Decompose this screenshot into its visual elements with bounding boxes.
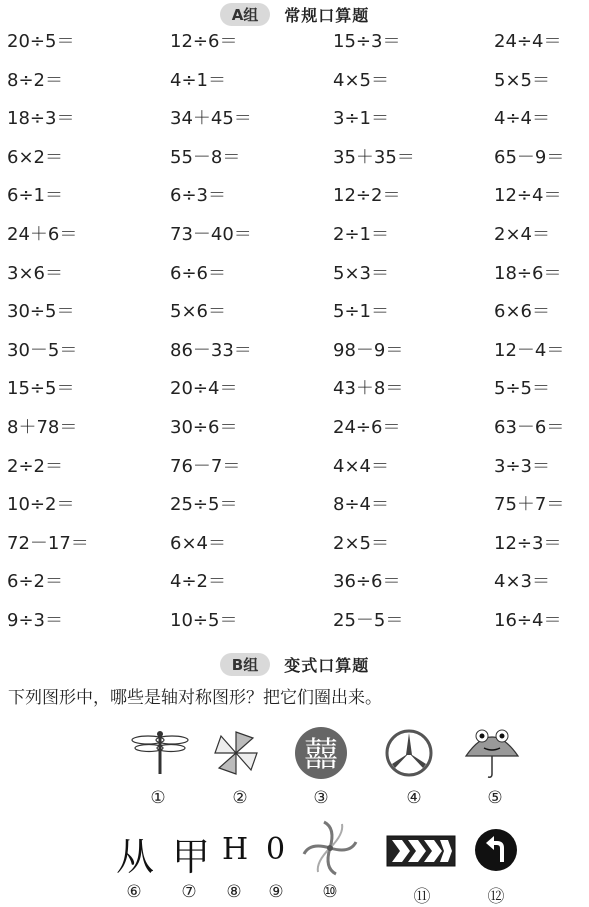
problem-item: 5×5＝: [494, 69, 550, 91]
problem-item: 30÷6＝: [170, 416, 238, 438]
problem-grid: [7, 30, 587, 648]
problem-item: 4÷4＝: [494, 108, 550, 130]
problem-item: 20÷5＝: [7, 31, 75, 52]
figure-number: ③: [313, 788, 329, 808]
problem-item: 20÷4＝: [170, 378, 238, 400]
instruction-text: 下列图形中，哪些是轴对称图形？把它们圈出来。: [8, 688, 382, 708]
problem-item: 6÷3＝: [170, 185, 226, 207]
problem-item: 12÷2＝: [333, 185, 401, 207]
problem-item: 30÷5＝: [7, 301, 75, 323]
problem-item: 12÷3＝: [494, 532, 562, 554]
problem-item: 63－6＝: [494, 416, 565, 438]
problem-item: 98－9＝: [333, 339, 404, 361]
problem-item: 3÷1＝: [333, 108, 389, 130]
figure-number: ⑪: [413, 887, 431, 907]
problem-item: 4×4＝: [333, 455, 389, 477]
figure-character: 0: [266, 832, 286, 867]
problem-item: 25÷5＝: [170, 494, 238, 516]
svg-text:囍: 囍: [304, 735, 338, 775]
problem-item: 2÷1＝: [333, 223, 389, 245]
problem-item: 6×2＝: [7, 146, 63, 168]
problem-item: 8＋78＝: [7, 416, 78, 438]
problem-item: 5×3＝: [333, 262, 389, 284]
problem-item: 18÷6＝: [494, 262, 562, 284]
problem-item: 6÷6＝: [170, 262, 226, 284]
figure-number: ①: [150, 788, 166, 808]
problem-item: 34＋45＝: [170, 108, 252, 130]
figure-number: ②: [232, 788, 248, 808]
problem-item: 12÷4＝: [494, 185, 562, 207]
chevron-sign-icon: [386, 835, 456, 871]
problem-item: 30－5＝: [7, 339, 78, 361]
problem-item: 24÷4＝: [494, 31, 562, 52]
problem-item: 3×6＝: [7, 262, 63, 284]
problem-item: 4÷2＝: [170, 571, 226, 593]
mercedes-logo-icon: [384, 728, 434, 782]
problem-item: 36÷6＝: [333, 571, 401, 593]
group-a-badge: A组: [220, 3, 271, 26]
problem-item: 12÷6＝: [170, 31, 238, 52]
figure-number: ⑩: [322, 882, 338, 902]
problem-item: 35＋35＝: [333, 146, 415, 168]
problem-item: 43＋8＝: [333, 378, 404, 400]
figure-number: ④: [406, 788, 422, 808]
problem-item: 15÷5＝: [7, 378, 75, 400]
figure-number: ⑥: [126, 882, 142, 902]
problem-item: 2×4＝: [494, 223, 550, 245]
figure-number: ⑧: [226, 882, 242, 902]
problem-item: 6÷2＝: [7, 571, 63, 593]
problem-item: 10÷2＝: [7, 494, 75, 516]
problem-item: 16÷4＝: [494, 609, 562, 631]
figure-character: 从: [116, 835, 155, 879]
problem-item: 25－5＝: [333, 609, 404, 631]
group-b-header: [0, 652, 589, 676]
problem-item: 76－7＝: [170, 455, 241, 477]
frog-umbrella-icon: [462, 724, 522, 784]
problem-item: 2÷2＝: [7, 455, 63, 477]
problem-item: 18÷3＝: [7, 108, 75, 130]
problem-item: 72－17＝: [7, 532, 89, 554]
figure-character: 甲: [172, 835, 211, 879]
swirl-flower-icon: [302, 820, 358, 880]
problem-item: 4×5＝: [333, 69, 389, 91]
problem-item: 55－8＝: [170, 146, 241, 168]
problem-item: 73－40＝: [170, 223, 252, 245]
problem-item: 6÷1＝: [7, 185, 63, 207]
problem-item: 4×3＝: [494, 571, 550, 593]
dragonfly-icon: [130, 728, 190, 780]
group-b-badge: B组: [220, 653, 270, 676]
figure-number: ⑫: [487, 887, 505, 907]
problem-item: 2×5＝: [333, 532, 389, 554]
group-a-title: 常规口算题: [284, 5, 370, 25]
double-happiness-icon: [292, 726, 350, 784]
problem-item: 5×6＝: [170, 301, 226, 323]
pinwheel-icon: [213, 730, 259, 780]
problem-item: 4÷1＝: [170, 69, 226, 91]
turn-left-sign-icon: [474, 828, 518, 876]
figure-number: ⑤: [487, 788, 503, 808]
problem-item: 6×6＝: [494, 301, 550, 323]
problem-item: 9÷3＝: [7, 609, 63, 631]
problem-item: 86－33＝: [170, 339, 252, 361]
problem-item: 75＋7＝: [494, 494, 565, 516]
problem-item: 15÷3＝: [333, 31, 401, 52]
problem-item: 8÷4＝: [333, 494, 389, 516]
problem-item: 5÷5＝: [494, 378, 550, 400]
group-b-title: 变式口算题: [284, 655, 370, 675]
problem-item: 65－9＝: [494, 146, 565, 168]
problem-item: 24＋6＝: [7, 223, 78, 245]
problem-item: 8÷2＝: [7, 69, 63, 91]
problem-item: 10÷5＝: [170, 609, 238, 631]
problem-item: 24÷6＝: [333, 416, 401, 438]
problem-item: 3÷3＝: [494, 455, 550, 477]
problem-item: 5÷1＝: [333, 301, 389, 323]
problem-item: 12－4＝: [494, 339, 565, 361]
figure-character: H: [222, 832, 249, 867]
figure-number: ⑨: [268, 882, 284, 902]
problem-item: 6×4＝: [170, 532, 226, 554]
figure-number: ⑦: [181, 882, 197, 902]
group-a-header: [0, 2, 589, 26]
